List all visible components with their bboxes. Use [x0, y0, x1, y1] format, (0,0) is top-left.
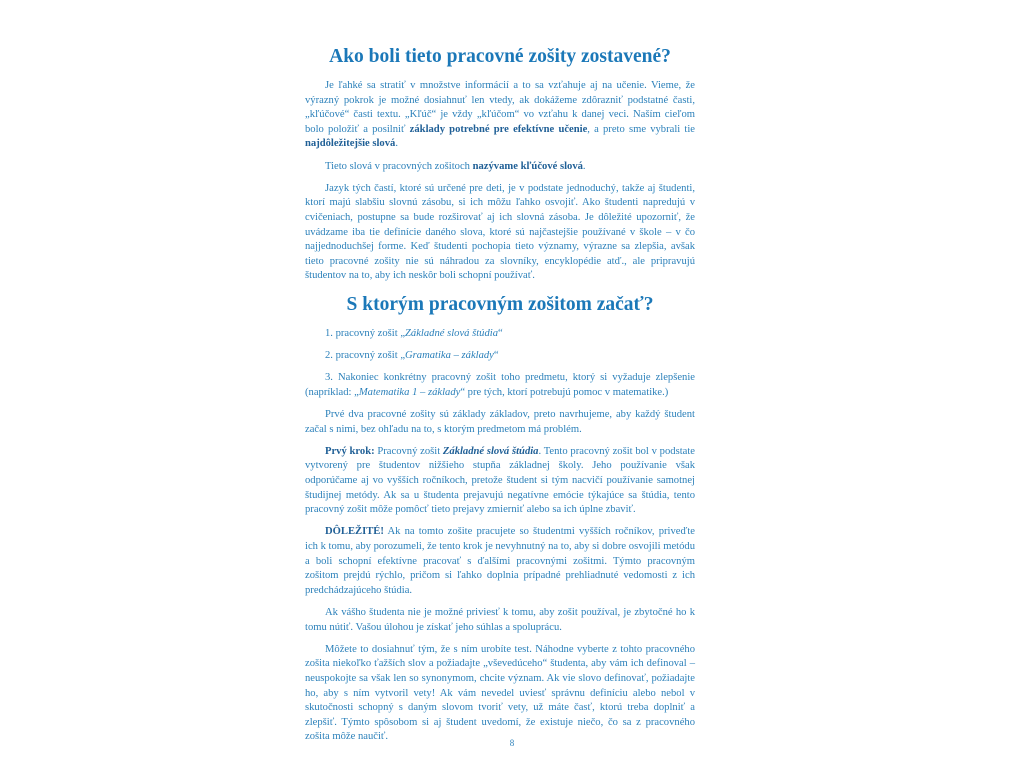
paragraph — [305, 182, 695, 284]
paragraph — [305, 445, 695, 518]
paragraph — [305, 525, 695, 598]
section-how-compiled-body — [305, 79, 695, 284]
paragraph-text: Prvé dva pracovné zošity sú základy základov, preto navrhujeme, aby každý študent začal s nimi, bez ohľadu na to, s ktorým predmetom má problém. — [305, 409, 695, 435]
paragraph-text: . — [395, 138, 398, 150]
emphasized-text: Gramatika – základy — [405, 350, 494, 362]
paragraph-text: “ pre tých, ktorí potrebujú pomoc v matematike.) — [460, 386, 669, 398]
paragraph — [305, 606, 695, 635]
paragraph-text: 2. pracovný zošit „ — [325, 350, 406, 362]
page-number: 8 — [509, 738, 515, 748]
paragraph-text: Tieto slová v pracovných zošitoch — [325, 160, 473, 172]
paragraph — [305, 160, 695, 175]
emphasized-text: nazývame kľúčové slová — [472, 160, 583, 172]
paragraph — [305, 371, 695, 400]
section-heading-how-compiled: Ako boli tieto pracovné zošity zostavené? — [329, 46, 671, 67]
emphasized-text: DÔLEŽITÉ! — [325, 526, 384, 538]
paragraph-text: Pracovný zošit — [374, 445, 443, 457]
emphasized-text: Prvý krok: — [325, 445, 375, 457]
paragraph-text: Ak vášho študenta nie je možné priviesť k tomu, aby zošit používal, je zbytočné ho k tomu nútiť. Vašou úlohou je získať jeho súhlas a spoluprácu. — [305, 606, 695, 633]
paragraph-text: “ — [498, 327, 503, 339]
paragraph-text: 1. pracovný zošit „ — [325, 327, 406, 339]
page-text-column — [305, 44, 695, 753]
paragraph — [305, 79, 695, 152]
emphasized-text: Matematika 1 – základy — [358, 386, 461, 398]
section-heading-which-workbook: S ktorým pracovným zošitom začať? — [346, 293, 654, 315]
paragraph-text: 3. Nakoniec konkrétny pracovný zošit toho predmetu, ktorý si vyžaduje zlepšenie (napríklad: „ — [305, 372, 695, 398]
paragraph — [305, 643, 695, 745]
paragraph-text: Je ľahké sa stratiť v množstve informácií a to sa vzťahuje aj na učenie. Vieme, že výrazný pokrok je možné dosiahnuť len vtedy, ak dokážeme zdôrazniť podstatné časti, „kľúčové“ časti textu. „Kľúč“ je vždy „kľúčom“ vo vzťahu k danej veci. Naším cieľom bolo položiť a posilniť — [305, 80, 695, 135]
paragraph-text: . — [582, 160, 586, 172]
emphasized-text: najdôležitejšie slová — [305, 138, 396, 150]
paragraph-text: Môžete to dosiahnuť tým, že s ním urobíte test. Náhodne vyberte z tohto pracovného zošita niekoľko ťažších slov a požiadajte „vševedúceho“ študenta, aby vám ich definoval – neuspokojte sa však len so synonymom, chcite význam. Ak vie slovo definovať, požiadajte ho, aby s ním vytvoril vety! Ak vám nevedel uviesť správnu definíciu alebo nebol v skutočnosti schopný s daným slovom tvoriť vety, už máte časť, ktorú treba doplniť a zlepšiť. Týmto spôsobom si aj študent uvedomí, že existuje niečo, čo sa z pracovného zošita môže naučiť. — [305, 643, 695, 743]
paragraph — [305, 408, 695, 437]
paragraph-text: Ak na tomto zošite pracujete so študentmi vyšších ročníkov, priveďte ich k tomu, aby porozumeli, že tento krok je nevyhnutný na to, aby si dobre osvojili metódu a boli schopní efektívne pracovať s ďalšími pracovnými zošitmi. Týmto pracovným zošitom prejdú rýchlo, pričom si ľahko doplnia prípadné prehliadnuté vedomosti z ich predchádzajúceho štúdia. — [305, 526, 695, 596]
paragraph-text: Jazyk tých častí, ktoré sú určené pre deti, je v podstate jednoduchý, takže aj študenti, ktorí majú slabšiu slovnú zásobu, si ich môžu ľahko osvojiť. Ako študenti napredujú v cvičeniach, postupne sa bude rozširovať aj ich slovná zásoba. Je dôležité upozorniť, že uvádzame iba tie definície daného slova, ktoré sú najčastejšie používané v škole – v čo najjednoduchšej forme. Keď študenti pochopia tieto významy, výrazne sa zlepšia, avšak tieto pracovné zošity nie sú náhradou za slovníky, encyklopédie atď., ale pripravujú študentov na to, aby ich neskôr boli schopní používať. — [305, 182, 695, 282]
paragraph — [305, 327, 695, 342]
emphasized-text: základy potrebné pre efektívne učenie — [409, 123, 588, 135]
paragraph-text: , a preto sme vybrali tie — [587, 123, 695, 135]
paragraph-text: “ — [493, 350, 499, 362]
section-which-workbook-body — [305, 327, 695, 745]
paragraph-text: . Tento pracovný zošit bol v podstate vytvorený pre študentov nižšieho stupňa základnej školy. Jeho používanie však odporúčame aj vo vyšších ročníkoch, pretože študent si tým nacvičí používanie samotnej študijnej metódy. Ak sa u študenta prejavujú negatívne emócie týkajúce sa štúdia, tento pracovný zošit môže pomôcť tieto prejavy zmierniť alebo sa ich úplne zbaviť. — [305, 445, 695, 516]
emphasized-text: Základné slová štúdia — [442, 445, 539, 457]
paragraph — [305, 349, 695, 364]
emphasized-text: Základné slová štúdia — [405, 327, 499, 339]
